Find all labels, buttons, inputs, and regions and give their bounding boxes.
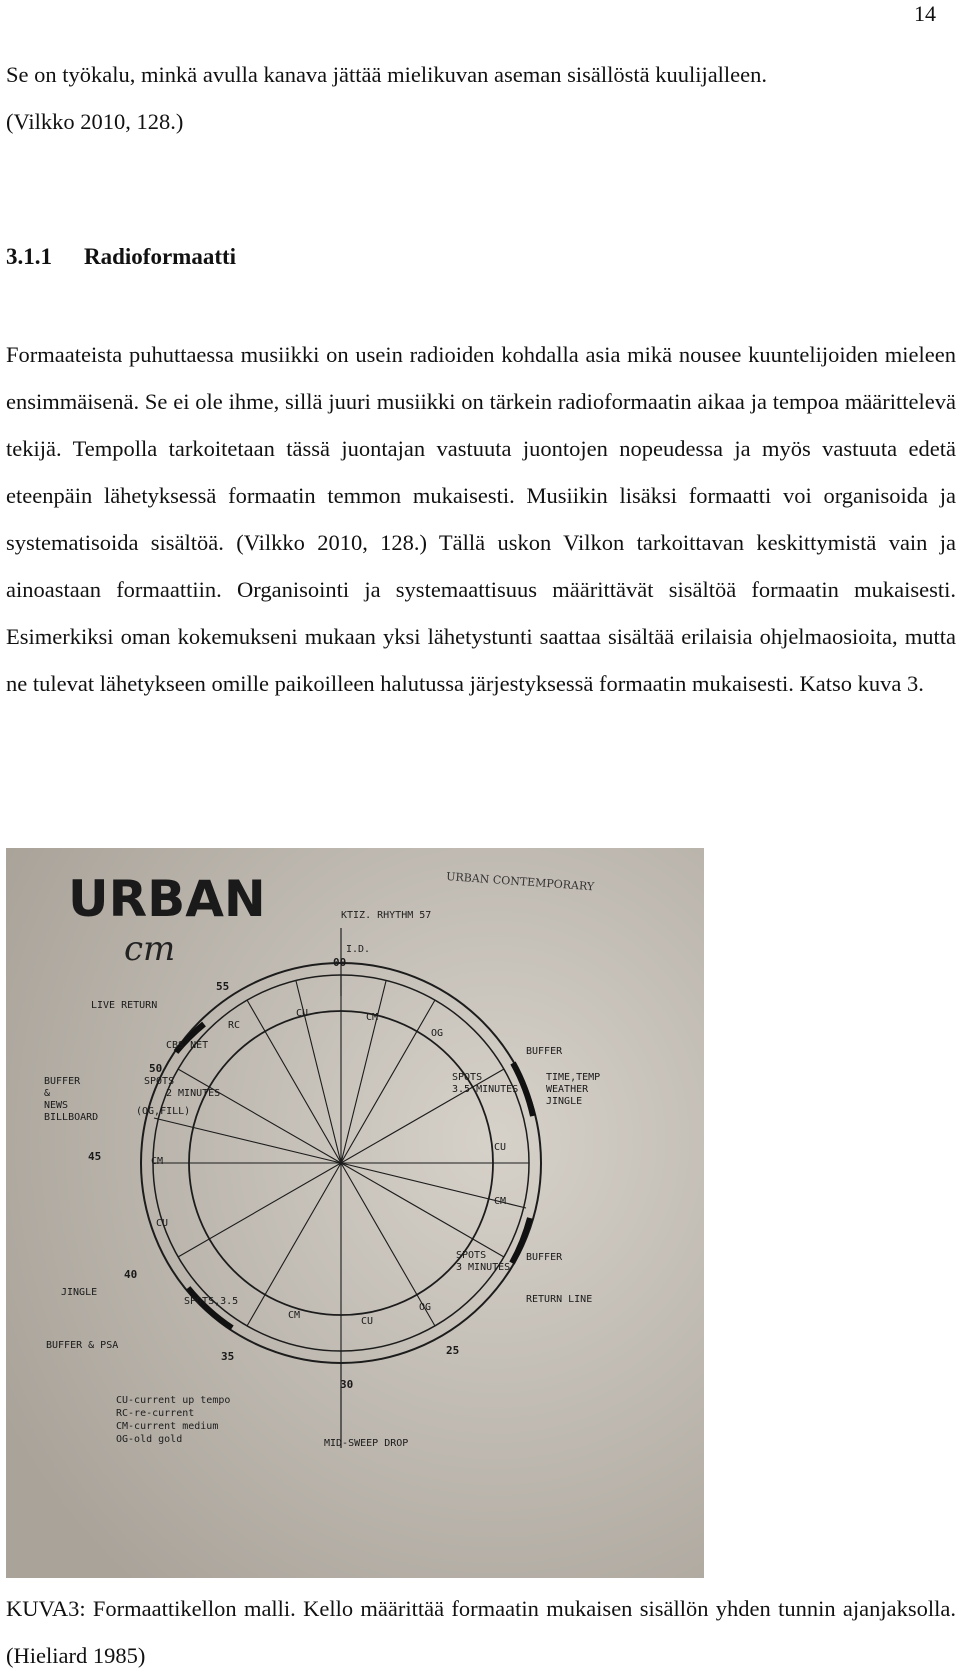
label-live-return: LIVE RETURN xyxy=(91,1000,158,1011)
format-clock-diagram xyxy=(6,848,704,1578)
logo-script: cm xyxy=(124,929,176,969)
inner-cm-4: CM xyxy=(288,1310,301,1321)
inner-cm-3: CM xyxy=(494,1196,507,1207)
mark-35: 35 xyxy=(221,1350,235,1363)
intro-line-2: (Vilkko 2010, 128.) xyxy=(6,109,184,134)
figure-caption xyxy=(6,1585,956,1679)
inner-cu-2: CU xyxy=(494,1142,507,1153)
label-jingle-right: JINGLE xyxy=(546,1096,583,1107)
ktiz-label: KTIZ. RHYTHM 57 xyxy=(341,910,432,921)
label-jingle: JINGLE xyxy=(61,1287,98,1298)
label-mid-sweep: MID-SWEEP DROP xyxy=(324,1438,409,1449)
body-paragraph xyxy=(6,331,956,707)
mark-40: 40 xyxy=(124,1268,138,1281)
section-title: Radioformaatti xyxy=(84,244,237,269)
section-number: 3.1.1 xyxy=(6,244,52,269)
inner-spots-3-minutes: 3 MINUTES xyxy=(456,1262,511,1273)
label-return-line: RETURN LINE xyxy=(526,1294,593,1305)
inner-cu-3: CU xyxy=(156,1218,169,1229)
inner-spots-2-minutes: 2 MINUTES xyxy=(166,1088,221,1099)
mark-00: 00 xyxy=(333,956,347,969)
format-clock-figure xyxy=(6,848,704,1578)
label-weather: WEATHER xyxy=(546,1084,589,1095)
inner-cu-4: CU xyxy=(361,1316,374,1327)
legend-item: OG-old gold xyxy=(116,1434,183,1445)
legend-item: CM-current medium xyxy=(116,1421,219,1432)
label-news: NEWS xyxy=(44,1100,69,1111)
label-amp: & xyxy=(44,1088,51,1099)
label-buffer-right: BUFFER xyxy=(526,1046,563,1057)
label-billboard: BILLBOARD xyxy=(44,1112,99,1123)
id-label: I.D. xyxy=(346,944,371,955)
inner-cu-1: CU xyxy=(296,1008,309,1019)
mark-50: 50 xyxy=(149,1062,163,1075)
inner-cm-2: CM xyxy=(151,1156,164,1167)
inner-spots-35: SPOTS xyxy=(452,1072,483,1083)
inner-spots-3: SPOTS xyxy=(456,1250,487,1261)
inner-spots-bottom: SPOTS,3.5 xyxy=(184,1296,239,1307)
intro-paragraph xyxy=(6,51,956,145)
header-text: URBAN CONTEMPORARY xyxy=(445,870,595,894)
label-buffer-right-2: BUFFER xyxy=(526,1252,563,1263)
caption-text: KUVA3: Formaattikellon malli. Kello määrittää formaatin mukaisen sisällön yhden tunnin ajanjaksolla. (Hieliard 1985) xyxy=(6,1596,956,1668)
inner-og-2: OG xyxy=(419,1302,432,1313)
intro-line-1: Se on työkalu, minkä avulla kanava jättää mielikuvan aseman sisällöstä kuulijalleen. xyxy=(6,62,768,87)
legend-item: CU-current up tempo xyxy=(116,1395,231,1406)
label-buffer-psa: BUFFER & PSA xyxy=(46,1340,119,1351)
mark-25: 25 xyxy=(446,1344,460,1357)
inner-rc: RC xyxy=(228,1020,241,1031)
mark-45: 45 xyxy=(88,1150,102,1163)
body-text: Formaateista puhuttaessa musiikki on usein radioiden kohdalla asia mikä nousee kuuntelijoiden mieleen ensimmäisenä. Se ei ole ihme, sillä juuri musiikki on tärkein radioformaatin aikaa ja tempoa määrittelevä tekijä. Tempolla tarkoitetaan tässä juontajan vastuuta juontojen nopeudessa ja myös vastuuta edetä eteenpäin lähetyksessä formaatin temmon mukaisesti. Musiikin lisäksi formaatti voi organisoida ja systematisoida sisältöä. (Vilkko 2010, 128.) Tällä uskon Vilkon tarkoittavan keskittymistä vain ja ainoastaan formaattiin. Organisointi ja systemaattisuus määrittävät sisältöä formaatin mukaisesti. Esimerkiksi oman kokemukseni mukaan yksi lähetystunti saattaa sisältää erilaisia ohjelmaosioita, mutta ne tulevat lähetykseen omille paikoilleen halutussa järjestyksessä formaatin mukaisesti. Katso kuva 3. xyxy=(6,342,956,696)
inner-og-1: OG xyxy=(431,1028,444,1039)
label-time-temp: TIME,TEMP xyxy=(546,1072,601,1083)
inner-og-fill: (OG,FILL) xyxy=(136,1106,191,1117)
inner-cm-1: CM xyxy=(366,1012,379,1023)
page-number: 14 xyxy=(914,1,936,26)
legend-item: RC-re-current xyxy=(116,1408,195,1419)
mark-55: 55 xyxy=(216,980,230,993)
inner-cbs-net: CBS NET xyxy=(166,1040,209,1051)
logo-text: URBAN xyxy=(68,870,266,928)
inner-spots-35-minutes: 3.5 MINUTES xyxy=(452,1084,519,1095)
mark-30: 30 xyxy=(340,1378,354,1391)
section-heading xyxy=(6,242,236,272)
label-buffer: BUFFER xyxy=(44,1076,81,1087)
figure-background xyxy=(6,848,704,1578)
inner-spots-2: SPOTS xyxy=(144,1076,175,1087)
